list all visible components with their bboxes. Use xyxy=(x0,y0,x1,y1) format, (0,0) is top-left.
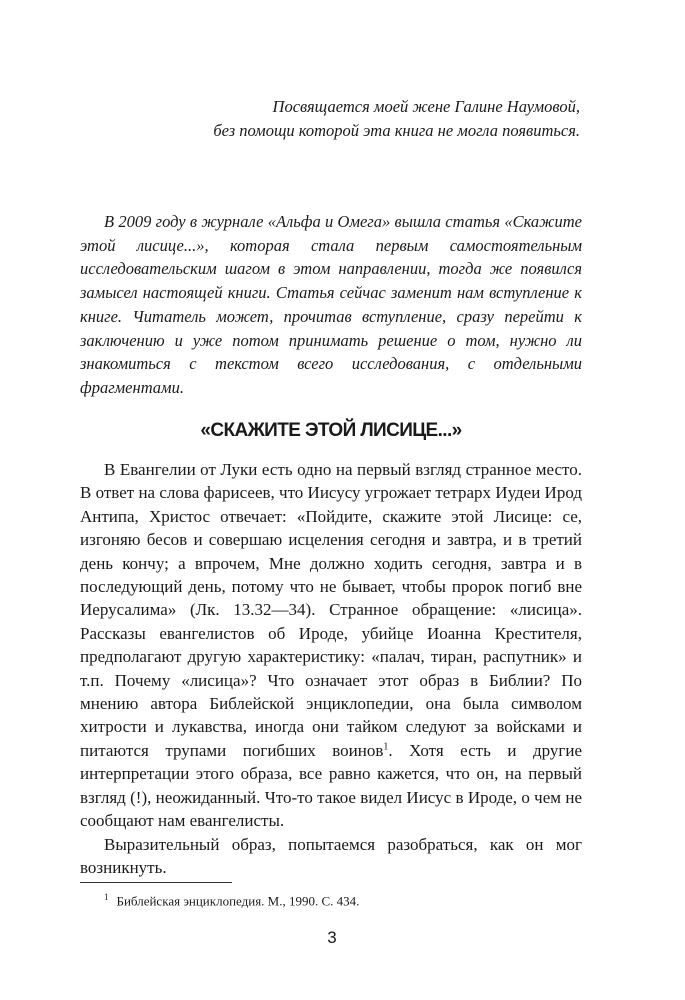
body-paragraph-1-part-1: В Евангелии от Луки есть одно на первый взгляд странное место. В ответ на слова фарисеев, что Иисусу угрожает тетрарх Иудеи Ирод Антипа, Христос отвечает: «Пойдите, скажите этой Лисице: се, изгоняю бесов и совершаю исцеления сегодня и завтра, и в третий день кончу; а впрочем, Мне должно ходить сегодня, завтра и в последующий день, потому что не бывает, чтобы пророк погиб вне Иерусалима» (Лк. 13.32—34). Странное обращение: «лисица». Рассказы евангелистов об Ироде, убийце Иоанна Крестителя, предполагают другую характеристику: «палач, тиран, распутник» и т.п. Почему «лисица»? Что означает этот образ в Библии? По мнению автора Библейской энциклопедии, она была символом хитрости и лукавства, иногда они тайком следуют за войсками и питаются трупами погибших воинов xyxy=(80,460,582,760)
body-paragraph-1 xyxy=(80,458,582,833)
footnote-text: Библейская энциклопедия. М., 1990. С. 434. xyxy=(116,893,360,909)
dedication-line-2: без помощи которой эта книга не могла появиться. xyxy=(213,121,580,140)
body-paragraph-1-part-2: . Хотя есть и другие интерпретации этого образа, все равно кажется, что он, на первый взгляд (!), неожиданный. Что-то такое видел Иисус в Ироде, о чем не сообщают нам евангелисты. xyxy=(80,740,582,831)
footnote-divider xyxy=(80,882,232,883)
chapter-title: «СКАЖИТЕ ЭТОЙ ЛИСИЦЕ...» xyxy=(200,420,462,441)
dedication-line-1: Посвящается моей жене Галине Наумовой, xyxy=(272,97,580,116)
intro-paragraph: В 2009 году в журнале «Альфа и Омега» вышла статья «Скажите этой лисице...», которая стала первым самостоятельным исследовательским шагом в этом направлении, тогда же появился замысел настоящей книги. Статья сейчас заменит нам вступление к книге. Читатель может, прочитав вступление, сразу перейти к заключению и уже потом принимать решение о том, нужно ли знакомиться с текстом всего исследования, с отдельными фрагментами. xyxy=(80,212,582,397)
dedication xyxy=(180,95,580,143)
footnote xyxy=(104,888,584,910)
footnote-mark: 1 xyxy=(104,892,109,902)
body-paragraph-2: Выразительный образ, попытаемся разобраться, как он мог возникнуть. xyxy=(80,834,582,877)
page-number: 3 xyxy=(327,928,337,947)
chapter-body xyxy=(80,458,582,879)
footnote-reference[interactable]: 1 xyxy=(383,741,389,753)
